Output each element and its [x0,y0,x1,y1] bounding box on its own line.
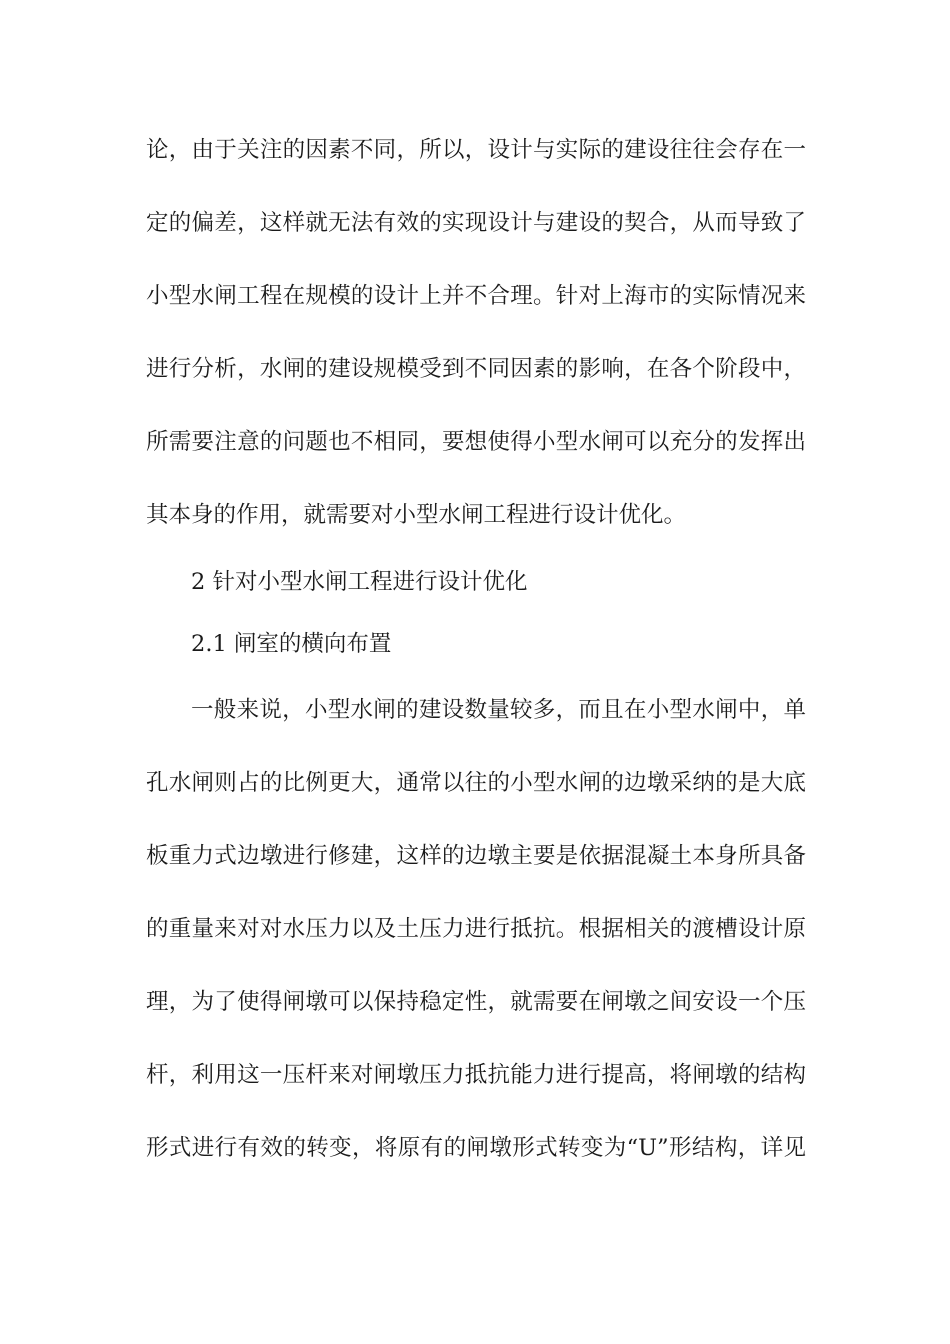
paragraph-2-line-7: 形式进行有效的转变，将原有的闸墩形式转变为“U”形结构，详见 [146,1135,806,1161]
paragraph-1-line-6: 其本身的作用，就需要对小型水闸工程进行设计优化。 [146,502,687,528]
paragraph-1-line-1: 论，由于关注的因素不同，所以，设计与实际的建设往往会存在一 [146,137,806,163]
section-heading-2-1: 2.1 闸室的横向布置 [191,631,392,657]
paragraph-1-line-3: 小型水闸工程在规模的设计上并不合理。针对上海市的实际情况来 [146,283,806,309]
section-heading-2: 2 针对小型水闸工程进行设计优化 [191,569,528,595]
paragraph-2-line-4: 的重量来对对水压力以及土压力进行抵抗。根据相关的渡槽设计原 [146,916,806,942]
paragraph-2-line-2: 孔水闸则占的比例更大，通常以往的小型水闸的边墩采纳的是大底 [146,770,806,796]
paragraph-2-line-1: 一般来说，小型水闸的建设数量较多，而且在小型水闸中，单 [191,697,806,723]
paragraph-1-line-2: 定的偏差，这样就无法有效的实现设计与建设的契合，从而导致了 [146,210,806,236]
paragraph-1-line-5: 所需要注意的问题也不相同，要想使得小型水闸可以充分的发挥出 [146,429,806,455]
paragraph-2-line-6: 杆，利用这一压杆来对闸墩压力抵抗能力进行提高，将闸墩的结构 [146,1062,806,1088]
paragraph-2-line-5: 理，为了使得闸墩可以保持稳定性，就需要在闸墩之间安设一个压 [146,989,806,1015]
paragraph-2-line-3: 板重力式边墩进行修建，这样的边墩主要是依据混凝土本身所具备 [146,843,806,869]
paragraph-1-line-4: 进行分析，水闸的建设规模受到不同因素的影响，在各个阶段中， [146,356,806,382]
